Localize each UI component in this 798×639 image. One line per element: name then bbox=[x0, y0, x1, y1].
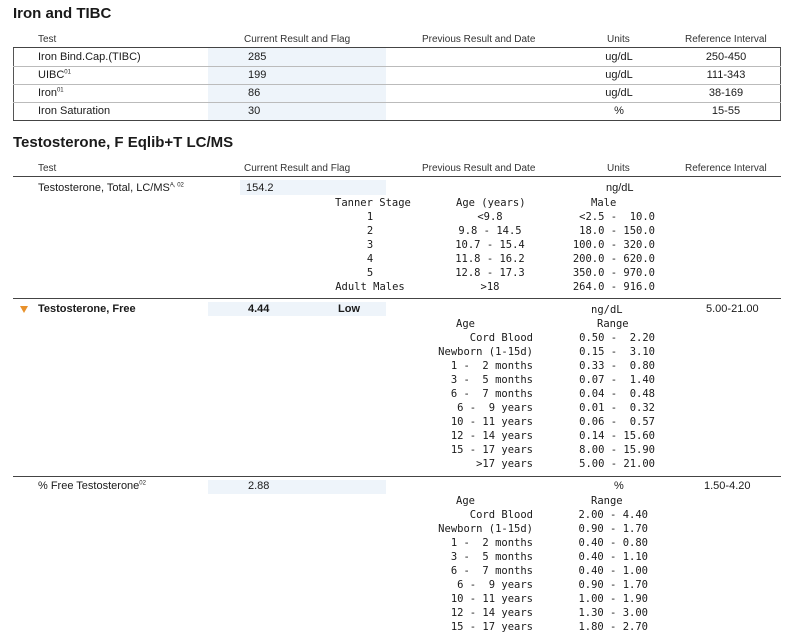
units-pct: % bbox=[614, 480, 624, 492]
free-age: 12 - 14 years bbox=[450, 430, 533, 442]
result-pct: 2.88 bbox=[248, 480, 270, 492]
units: % bbox=[614, 105, 624, 117]
row-rule bbox=[13, 476, 781, 477]
units: ug/dL bbox=[605, 87, 633, 99]
low-flag-icon bbox=[20, 306, 28, 313]
current-result: 199 bbox=[248, 69, 267, 81]
ref-free: 5.00-21.00 bbox=[706, 303, 759, 315]
tanner-age: <9.8 bbox=[477, 211, 503, 223]
pct-range: 1.00 - 1.90 bbox=[578, 593, 648, 605]
section-title-iron: Iron and TIBC bbox=[13, 5, 112, 22]
header-current: Current Result and Flag bbox=[244, 34, 351, 45]
row-divider bbox=[13, 66, 781, 67]
age-years-header: Age (years) bbox=[456, 197, 526, 209]
pct-range: 1.30 - 3.00 bbox=[578, 607, 648, 619]
current-result-highlight bbox=[208, 480, 386, 494]
header-rule bbox=[13, 47, 781, 48]
tanner-male: 18.0 - 150.0 bbox=[579, 225, 655, 237]
free-age: 3 - 5 months bbox=[450, 374, 533, 386]
free-range: 0.14 - 15.60 bbox=[579, 430, 655, 442]
free-age: 6 - 9 years bbox=[457, 402, 533, 414]
pct-range: 2.00 - 4.40 bbox=[578, 509, 648, 521]
row-divider bbox=[13, 84, 781, 85]
test-name: UIBC$^{01}$ bbox=[38, 69, 71, 81]
range-header-pct: Range bbox=[591, 495, 623, 507]
free-range: 5.00 - 21.00 bbox=[579, 458, 655, 470]
test-name: Iron Bind.Cap.(TIBC) bbox=[38, 51, 141, 63]
current-result: 285 bbox=[248, 51, 267, 63]
tanner-male: 264.0 - 916.0 bbox=[572, 281, 655, 293]
tanner-age: 10.7 - 15.4 bbox=[455, 239, 525, 251]
pct-age: 3 - 5 months bbox=[450, 551, 533, 563]
header-current: Current Result and Flag bbox=[244, 163, 351, 174]
pct-age: 12 - 14 years bbox=[450, 607, 533, 619]
pct-age: Newborn (1-15d) bbox=[438, 523, 533, 535]
tanner-stage: 4 bbox=[366, 253, 374, 265]
pct-range: 1.80 - 2.70 bbox=[578, 621, 648, 633]
header-units: Units bbox=[607, 163, 630, 174]
result-free: 4.44 bbox=[248, 303, 270, 315]
age-header-pct: Age bbox=[456, 495, 475, 507]
header-reference: Reference Interval bbox=[685, 34, 767, 45]
test-name-total: Testosterone, Total, $LC/MS^{A, 02}$ bbox=[38, 182, 184, 194]
test-name: Iron$^{01}$ bbox=[38, 87, 64, 99]
header-test: Test bbox=[38, 163, 57, 174]
free-range: 0.04 - 0.48 bbox=[579, 388, 655, 400]
range-header-free: Range bbox=[597, 318, 629, 330]
header-previous: Previous Result and Date bbox=[422, 34, 536, 45]
tanner-age: >18 bbox=[480, 281, 500, 293]
units-free: ng/dL bbox=[591, 304, 623, 316]
row-rule bbox=[13, 298, 781, 299]
reference-interval: 38-169 bbox=[708, 87, 744, 99]
tanner-stage: Adult Males bbox=[335, 281, 405, 293]
header-test: Test bbox=[38, 34, 57, 45]
header-previous: Previous Result and Date bbox=[422, 163, 536, 174]
header-rule bbox=[13, 176, 781, 177]
pct-age: 15 - 17 years bbox=[450, 621, 533, 633]
section-title-testosterone: Testosterone, F Eqlib+T LC/MS bbox=[13, 134, 234, 151]
pct-age: 6 - 7 months bbox=[450, 565, 533, 577]
current-result: 30 bbox=[248, 105, 261, 117]
header-reference: Reference Interval bbox=[685, 163, 767, 174]
tanner-male: 350.0 - 970.0 bbox=[572, 267, 655, 279]
free-age: >17 years bbox=[476, 458, 533, 470]
tanner-stage: 1 bbox=[366, 211, 374, 223]
row-divider bbox=[13, 102, 781, 103]
reference-interval: 15-55 bbox=[711, 105, 741, 117]
ref-pct: 1.50-4.20 bbox=[704, 480, 751, 492]
result-total: 154.2 bbox=[246, 182, 274, 194]
flag-free: Low bbox=[338, 303, 360, 315]
tanner-stage: 5 bbox=[366, 267, 374, 279]
free-range: 0.06 - 0.57 bbox=[579, 416, 655, 428]
tanner-age: 9.8 - 14.5 bbox=[458, 225, 522, 237]
tanner-age: 12.8 - 17.3 bbox=[455, 267, 525, 279]
free-range: 0.33 - 0.80 bbox=[579, 360, 655, 372]
reference-interval: 250-450 bbox=[705, 51, 747, 63]
header-units: Units bbox=[607, 34, 630, 45]
test-name-free: Testosterone, Free bbox=[38, 303, 136, 315]
pct-range: 0.40 - 1.00 bbox=[578, 565, 648, 577]
free-age: Cord Blood bbox=[469, 332, 533, 344]
free-range: 0.15 - 3.10 bbox=[579, 346, 655, 358]
tanner-stage: 3 bbox=[366, 239, 374, 251]
pct-range: 0.90 - 1.70 bbox=[578, 523, 648, 535]
pct-age: Cord Blood bbox=[469, 509, 533, 521]
age-header-free: Age bbox=[456, 318, 475, 330]
tanner-male: <2.5 - 10.0 bbox=[579, 211, 655, 223]
pct-range: 0.90 - 1.70 bbox=[578, 579, 648, 591]
pct-age: 6 - 9 years bbox=[457, 579, 533, 591]
free-age: 6 - 7 months bbox=[450, 388, 533, 400]
units: ug/dL bbox=[605, 51, 633, 63]
free-range: 0.50 - 2.20 bbox=[579, 332, 655, 344]
tanner-male: 100.0 - 320.0 bbox=[572, 239, 655, 251]
free-range: 0.01 - 0.32 bbox=[579, 402, 655, 414]
units: ug/dL bbox=[605, 69, 633, 81]
section-rule bbox=[13, 120, 781, 121]
reference-interval: 111-343 bbox=[706, 69, 746, 81]
free-age: Newborn (1-15d) bbox=[438, 346, 533, 358]
tanner-age: 11.8 - 16.2 bbox=[455, 253, 525, 265]
male-header: Male bbox=[591, 197, 617, 209]
tanner-stage: 2 bbox=[366, 225, 374, 237]
test-name-pct: % Free Testosterone$^{02}$ bbox=[38, 480, 146, 492]
pct-age: 1 - 2 months bbox=[450, 537, 533, 549]
free-age: 1 - 2 months bbox=[450, 360, 533, 372]
free-range: 0.07 - 1.40 bbox=[579, 374, 655, 386]
free-age: 15 - 17 years bbox=[450, 444, 533, 456]
free-range: 8.00 - 15.90 bbox=[579, 444, 655, 456]
test-name: Iron Saturation bbox=[38, 105, 111, 117]
current-result: 86 bbox=[248, 87, 261, 99]
pct-range: 0.40 - 0.80 bbox=[578, 537, 648, 549]
tanner-header: Tanner Stage bbox=[335, 197, 411, 209]
pct-range: 0.40 - 1.10 bbox=[578, 551, 648, 563]
units-total: ng/dL bbox=[606, 182, 634, 194]
pct-age: 10 - 11 years bbox=[450, 593, 533, 605]
free-age: 10 - 11 years bbox=[450, 416, 533, 428]
tanner-male: 200.0 - 620.0 bbox=[572, 253, 655, 265]
